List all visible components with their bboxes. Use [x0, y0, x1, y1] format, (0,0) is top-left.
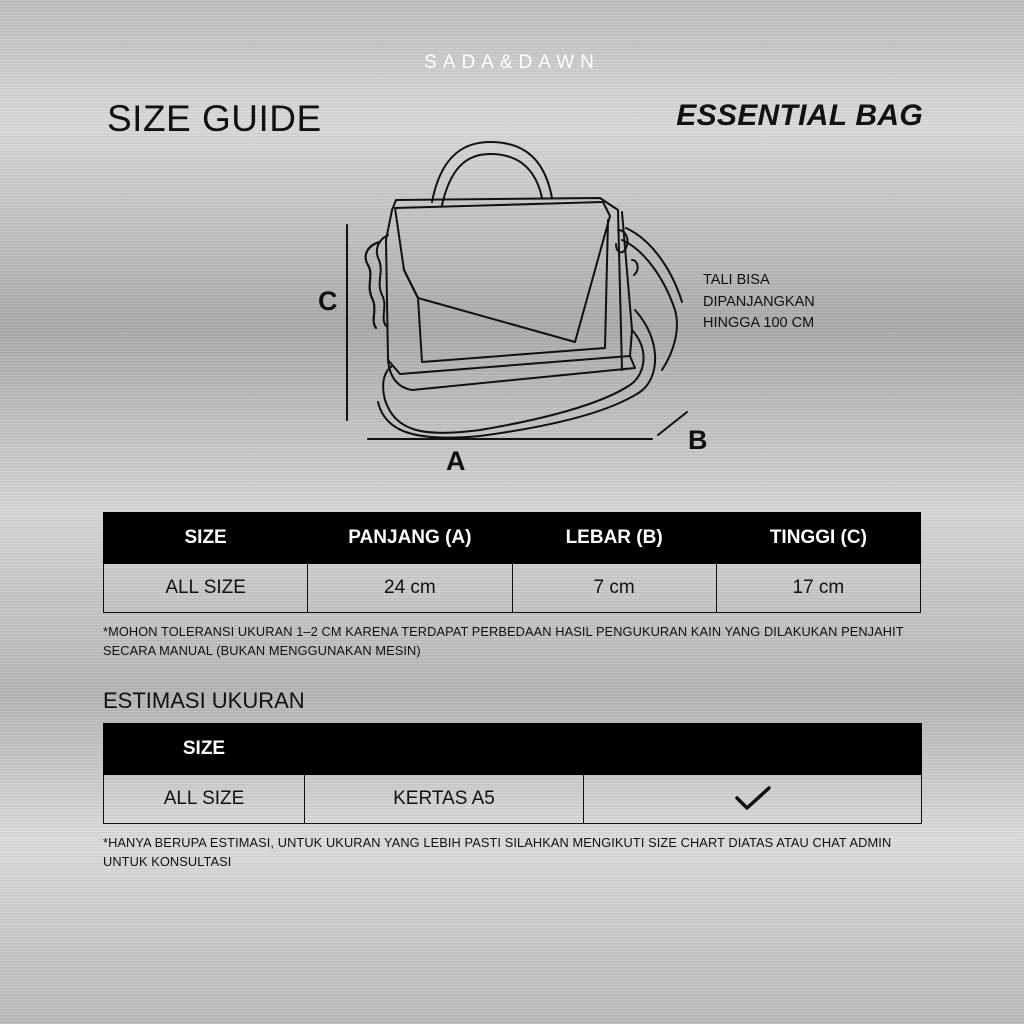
product-name: ESSENTIAL BAG — [676, 99, 923, 132]
cell-size: ALL SIZE — [104, 564, 308, 613]
page-title: SIZE GUIDE — [107, 98, 322, 139]
table-header-row — [104, 724, 922, 775]
size-tolerance-note: *MOHON TOLERANSI UKURAN 1–2 CM KARENA TERDAPAT PERBEDAAN HASIL PENGUKURAN KAIN YANG DILAKUKAN PENJAHIT SECARA MANUAL (BUKAN MENGGUNAKAN MESIN) — [103, 624, 904, 658]
cell-length: 24 cm — [308, 564, 512, 613]
cell-height: 17 cm — [716, 564, 920, 613]
estimate-note: *HANYA BERUPA ESTIMASI, UNTUK UKURAN YANG LEBIH PASTI SILAHKAN MENGIKUTI SIZE CHART DIATAS ATAU CHAT ADMIN UNTUK KONSULTASI — [103, 835, 892, 869]
strap-note — [703, 270, 863, 335]
header-width: LEBAR (B) — [512, 513, 716, 564]
header-size: SIZE — [104, 724, 305, 775]
header-height: TINGGI (C) — [716, 513, 920, 564]
cell-width: 7 cm — [512, 564, 716, 613]
cell-item: KERTAS A5 — [305, 775, 584, 824]
header-blank — [584, 724, 922, 775]
strap-note-line: DIPANJANGKAN — [703, 293, 815, 310]
strap-note-line: TALI BISA — [703, 272, 770, 288]
estimate-title: ESTIMASI UKURAN — [103, 688, 305, 713]
cell-fits — [584, 775, 922, 824]
table-header-row — [104, 513, 921, 564]
header-size: SIZE — [104, 513, 308, 564]
dimension-c-label: C — [318, 286, 338, 316]
header-length: PANJANG (A) — [308, 513, 512, 564]
size-table — [103, 512, 921, 613]
dimension-b-label: B — [688, 425, 708, 455]
header-blank — [305, 724, 584, 775]
dimension-a-label: A — [446, 446, 466, 476]
strap-note-line: HINGGA 100 CM — [703, 315, 815, 331]
brand-logo: SADA&DAWN — [424, 52, 600, 73]
checkmark-icon — [733, 784, 773, 814]
table-row — [104, 775, 922, 824]
handbag-icon — [300, 130, 740, 480]
cell-size: ALL SIZE — [104, 775, 305, 824]
estimate-table — [103, 723, 922, 824]
table-row — [104, 564, 921, 613]
